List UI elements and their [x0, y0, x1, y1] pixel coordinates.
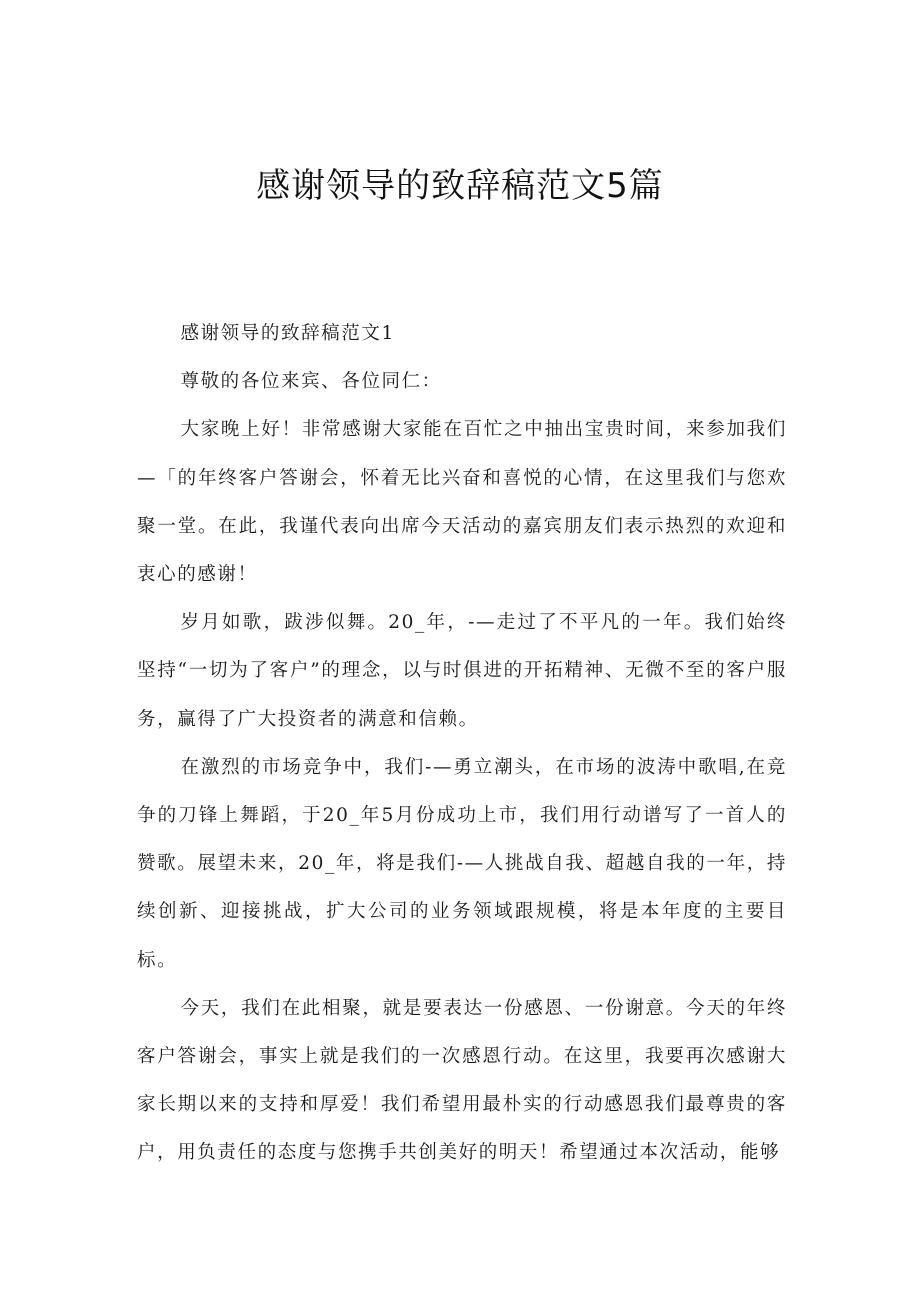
body-paragraph: 在激烈的市场竞争中，我们-—勇立潮头，在市场的波涛中歌唱,在竞争的刀锋上舞蹈，于20_年5月份成功上市，我们用行动谱写了一首人的赞歌。展望未来，20_年，将是我们-—人挑战自我、超越自我的一年，持续创新、迎接挑战，扩大公司的业务领域跟规模，将是本年度的主要目标。 [137, 756, 787, 971]
body-paragraph: 岁月如歌，跋涉似舞。20_年，-—走过了不平凡的一年。我们始终坚持“一切为了客户”的理念，以与时俱进的开拓精神、无微不至的客户服务，赢得了广大投资者的满意和信赖。 [137, 612, 787, 730]
body-paragraph: 今天，我们在此相聚，就是要表达一份感恩、一份谢意。今天的年终客户答谢会，事实上就是我们的一次感恩行动。在这里，我要再次感谢大家长期以来的支持和厚爱！我们希望用最朴实的行动感恩我们最尊贵的客户，用负责任的态度与您携手共创美好的明天！希望通过本次活动，能够 [137, 997, 787, 1164]
document-body [137, 310, 787, 1178]
body-paragraph: 大家晚上好！非常感谢大家能在百忙之中抽出宝贵时间，来参加我们—「的年终客户答谢会，怀着无比兴奋和喜悦的心情，在这里我们与您欢聚一堂。在此，我谨代表向出席今天活动的嘉宾朋友们表示热烈的欢迎和衷心的感谢！ [137, 419, 787, 586]
salutation: 尊敬的各位来宾、各位同仁： [180, 371, 442, 393]
document-title: 感谢领导的致辞稿范文5篇 [256, 166, 664, 206]
section-heading: 感谢领导的致辞稿范文1 [180, 323, 395, 344]
